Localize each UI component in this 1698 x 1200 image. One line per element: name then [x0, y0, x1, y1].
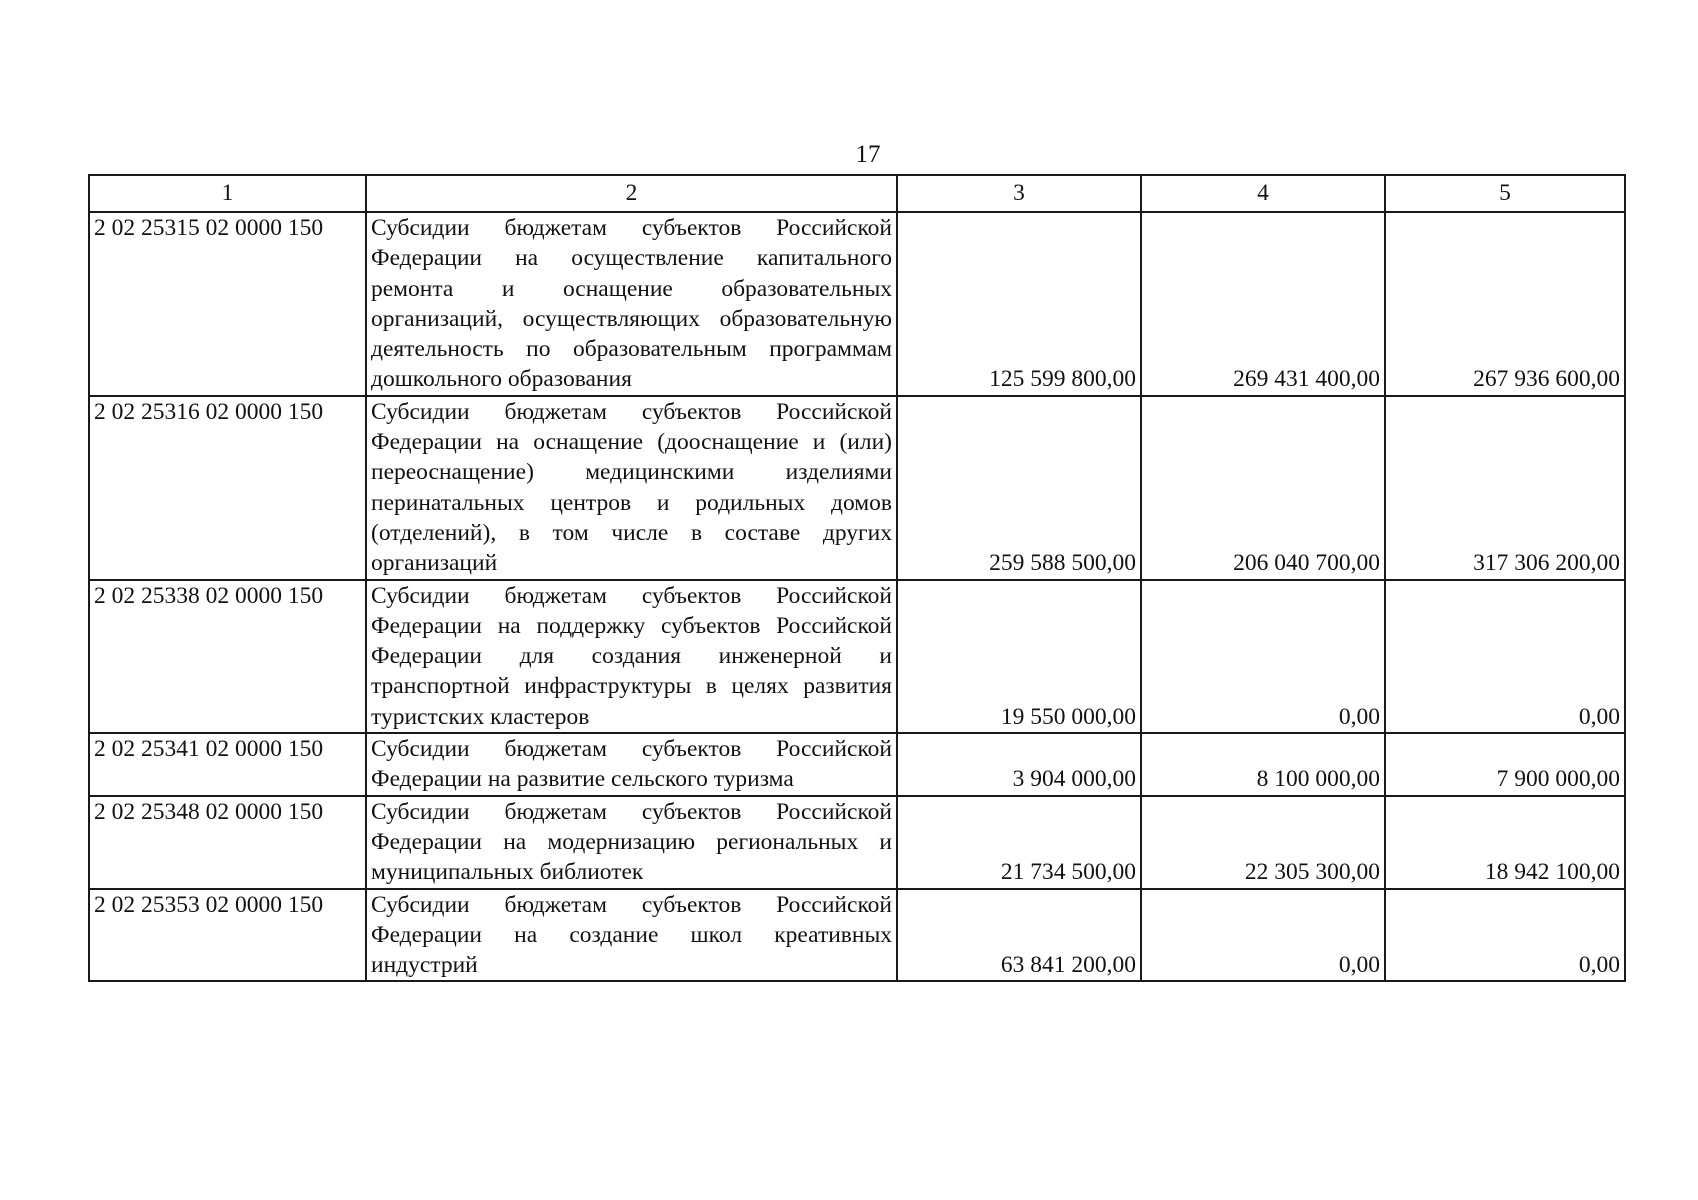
amount-col4-cell: 0,00 — [1141, 580, 1385, 733]
amount-col5-cell: 317 306 200,00 — [1385, 396, 1625, 580]
amount-col3-cell: 259 588 500,00 — [897, 396, 1141, 580]
amount-col4-cell: 206 040 700,00 — [1141, 396, 1385, 580]
revenue-code-cell: 2 02 25341 02 0000 150 — [89, 733, 366, 796]
amount-col3-cell: 63 841 200,00 — [897, 889, 1141, 982]
table-row — [89, 889, 1625, 982]
description-cell: Субсидии бюджетам субъектов Российской Федерации на модернизацию региональных и муниципальных библиотек — [366, 796, 897, 889]
amount-col3-cell: 19 550 000,00 — [897, 580, 1141, 733]
column-header-3: 3 — [897, 175, 1141, 212]
revenue-code-cell: 2 02 25338 02 0000 150 — [89, 580, 366, 733]
table-header-row — [89, 175, 1625, 212]
description-cell: Субсидии бюджетам субъектов Российской Федерации на создание школ креативных индустрий — [366, 889, 897, 982]
amount-col5-cell: 0,00 — [1385, 889, 1625, 982]
amount-col4-cell: 22 305 300,00 — [1141, 796, 1385, 889]
revenue-code-cell: 2 02 25348 02 0000 150 — [89, 796, 366, 889]
amount-col5-cell: 0,00 — [1385, 580, 1625, 733]
page-number: 17 — [855, 141, 881, 168]
revenue-code-cell: 2 02 25353 02 0000 150 — [89, 889, 366, 982]
amount-col5-cell: 267 936 600,00 — [1385, 212, 1625, 396]
amount-col5-cell: 7 900 000,00 — [1385, 733, 1625, 796]
description-cell: Субсидии бюджетам субъектов Российской Федерации на оснащение (дооснащение и (или) переоснащение) медицинскими изделиями перинатальных центров и родильных домов (отделений), в том числе в составе других организаций — [366, 396, 897, 580]
amount-col3-cell: 125 599 800,00 — [897, 212, 1141, 396]
budget-revenue-table — [88, 174, 1626, 982]
description-cell: Субсидии бюджетам субъектов Российской Федерации на поддержку субъектов Российской Федерации для создания инженерной и транспортной инфраструктуры в целях развития туристских кластеров — [366, 580, 897, 733]
amount-col3-cell: 21 734 500,00 — [897, 796, 1141, 889]
amount-col5-cell: 18 942 100,00 — [1385, 796, 1625, 889]
amount-col4-cell: 269 431 400,00 — [1141, 212, 1385, 396]
column-header-5: 5 — [1385, 175, 1625, 212]
description-cell: Субсидии бюджетам субъектов Российской Федерации на развитие сельского туризма — [366, 733, 897, 796]
table-row — [89, 212, 1625, 396]
amount-col4-cell: 0,00 — [1141, 889, 1385, 982]
table-row — [89, 580, 1625, 733]
table-row — [89, 733, 1625, 796]
table-row — [89, 796, 1625, 889]
description-cell: Субсидии бюджетам субъектов Российской Федерации на осуществление капитального ремонта и оснащение образовательных организаций, осуществляющих образовательную деятельность по образовательным программам дошкольного образования — [366, 212, 897, 396]
column-header-1: 1 — [89, 175, 366, 212]
column-header-4: 4 — [1141, 175, 1385, 212]
table-row — [89, 396, 1625, 580]
revenue-code-cell: 2 02 25316 02 0000 150 — [89, 396, 366, 580]
revenue-code-cell: 2 02 25315 02 0000 150 — [89, 212, 366, 396]
column-header-2: 2 — [366, 175, 897, 212]
amount-col4-cell: 8 100 000,00 — [1141, 733, 1385, 796]
amount-col3-cell: 3 904 000,00 — [897, 733, 1141, 796]
